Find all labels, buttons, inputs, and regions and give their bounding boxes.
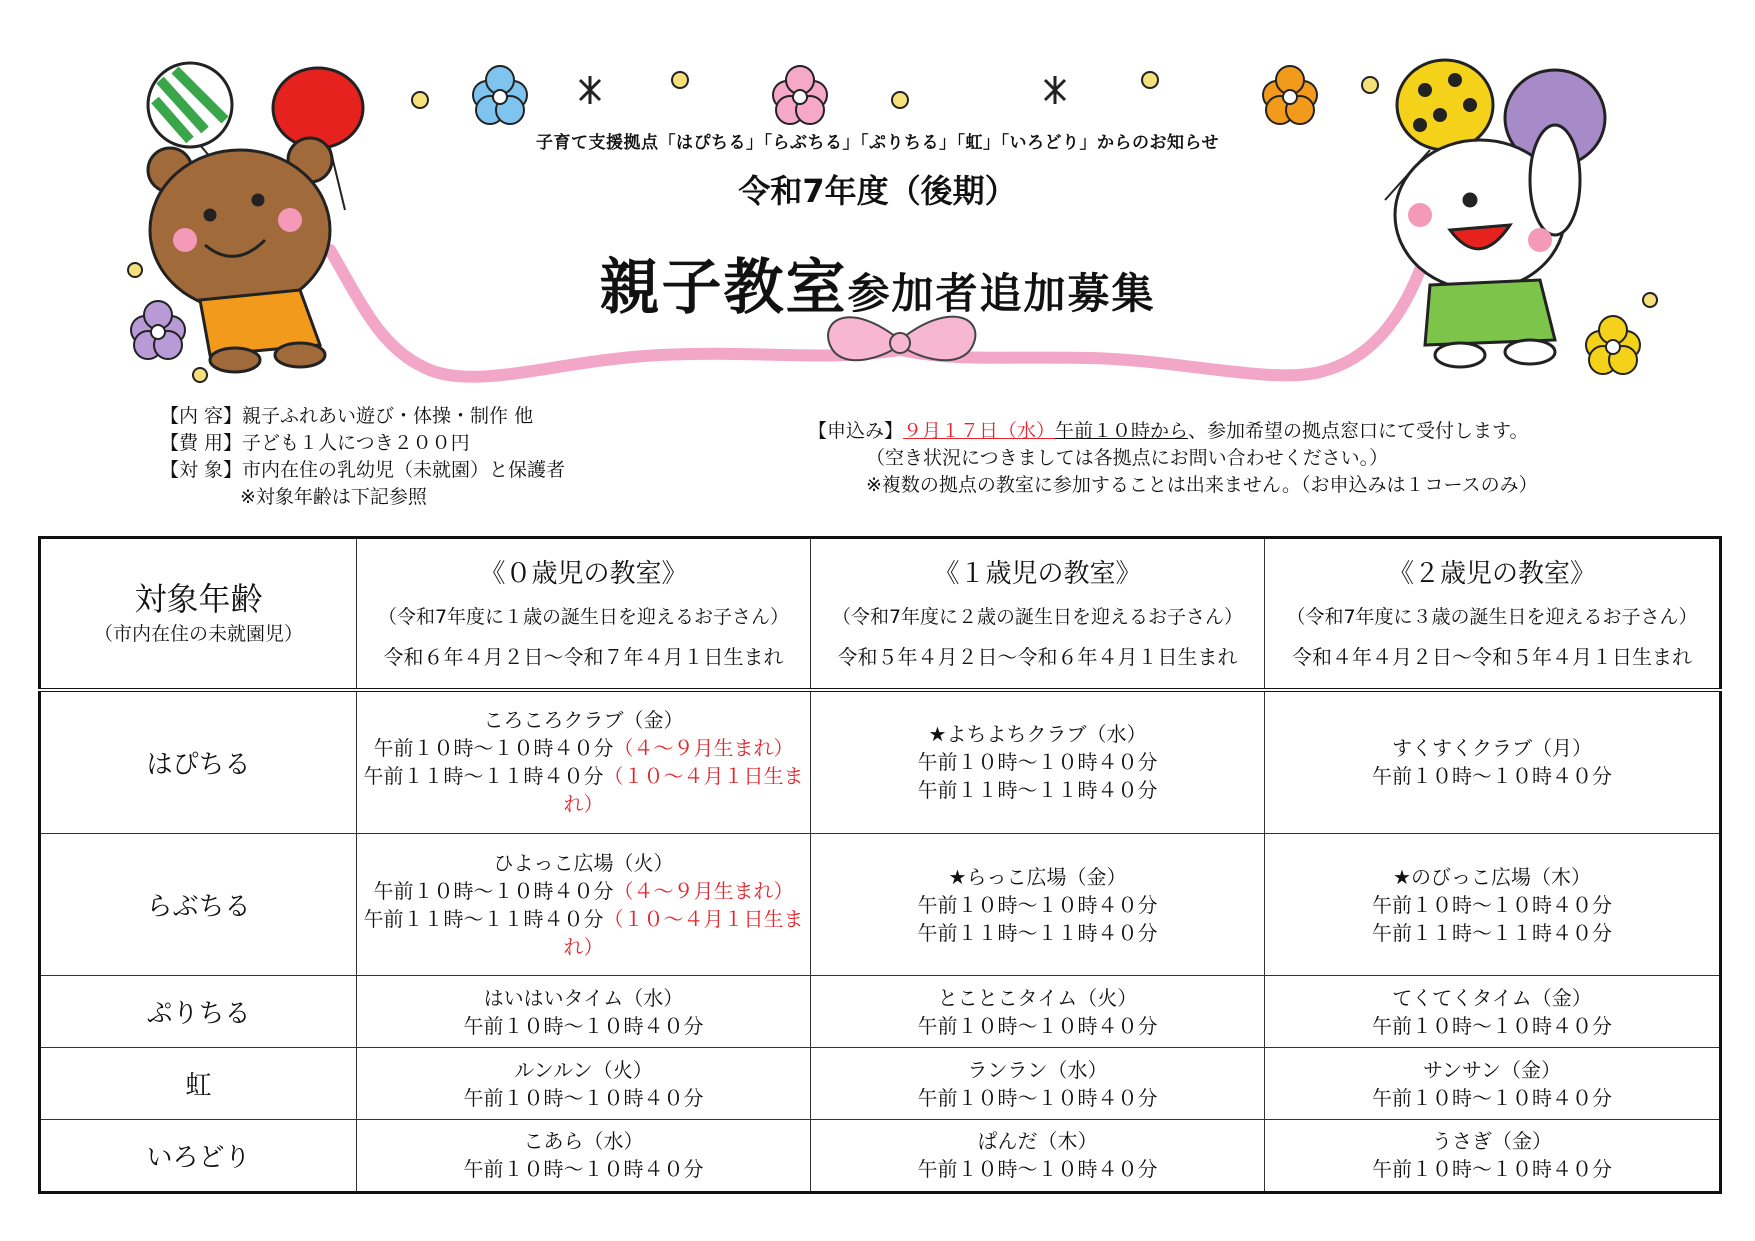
- session-time: [1265, 1155, 1719, 1183]
- class-title: [811, 863, 1264, 891]
- class-title-text: ころころクラブ（金）: [483, 708, 684, 733]
- apply-note-1: （空き状況につきましては各拠点にお問い合わせください。）: [866, 447, 1389, 469]
- application-info: [808, 418, 1538, 499]
- session-time-text: 午前１１時～１１時４０分: [363, 906, 604, 931]
- class-title: [811, 984, 1264, 1012]
- site-name: ぷりちる: [40, 976, 357, 1048]
- class-name: 《２歳児の教室》: [1387, 559, 1596, 590]
- class-title: [1265, 984, 1719, 1012]
- schedule-cell: [357, 690, 811, 834]
- class-title: [1265, 734, 1719, 762]
- table-row: [40, 690, 1721, 834]
- table-row: [40, 834, 1721, 976]
- session-time-text: 午前１０時～１０時４０分: [917, 1157, 1158, 1182]
- class-title: [357, 984, 810, 1012]
- session-time-text: 午前１０時～１０時４０分: [917, 1013, 1158, 1038]
- schedule-cell: [811, 976, 1265, 1048]
- class-note: （令和7年度に１歳の誕生日を迎えるお子さん）: [377, 606, 790, 629]
- class-title-text: てくてくタイム（金）: [1392, 985, 1592, 1010]
- session-time-text: 午前１０時～１０時４０分: [1372, 1085, 1612, 1110]
- schedule-cell: [357, 834, 811, 976]
- info-details: [160, 403, 565, 511]
- class-title-text: うさぎ（金）: [1432, 1129, 1552, 1154]
- age-subtitle: （市内在住の未就園児）: [93, 623, 303, 646]
- site-name: はぴちる: [40, 690, 357, 834]
- session-time-text: 午前１０時～１０時４０分: [1372, 764, 1612, 789]
- session-time-text: 午前１０時～１０時４０分: [373, 736, 614, 761]
- session-time: [1265, 1084, 1719, 1112]
- column-header-age1: [811, 538, 1265, 690]
- class-birth-range: 令和５年４月２日～令和６年４月１日生まれ: [837, 645, 1238, 670]
- schedule-cell: [811, 1048, 1265, 1120]
- session-time-text: 午前１１時～１１時４０分: [917, 778, 1158, 803]
- column-header-age0: [357, 538, 811, 690]
- class-schedule-table: [38, 536, 1722, 1194]
- session-time: [357, 1155, 810, 1183]
- class-title-text: はいはいタイム（水）: [483, 985, 684, 1010]
- session-time-text: 午前１０時～１０時４０分: [463, 1157, 704, 1182]
- class-title-text: ひよっこ広場（火）: [493, 850, 674, 875]
- session-time-text: 午前１０時～１０時４０分: [1372, 1013, 1612, 1038]
- class-title-text: サンサン（金）: [1423, 1057, 1561, 1082]
- session-time-text: 午前１０時～１０時４０分: [1372, 892, 1612, 917]
- class-title-text: とことこタイム（火）: [937, 985, 1138, 1010]
- class-birth-range: 令和４年４月２日～令和５年４月１日生まれ: [1292, 645, 1692, 670]
- birth-month-tag: （４～９月生まれ）: [613, 878, 794, 903]
- class-title: [1265, 1056, 1719, 1084]
- schedule-cell: [811, 834, 1265, 976]
- class-title: [811, 1127, 1264, 1155]
- schedule-cell: [1265, 976, 1721, 1048]
- application-line: [808, 418, 1538, 445]
- age-header-cell: [40, 538, 357, 690]
- flower-blue: [473, 66, 527, 124]
- site-name: 虹: [40, 1048, 357, 1120]
- schedule-cell: [811, 1119, 1265, 1192]
- session-time: [357, 877, 810, 905]
- fiscal-year-heading: 令和7年度（後期）: [738, 172, 1017, 210]
- schedule-cell: [1265, 1048, 1721, 1120]
- session-time: [357, 734, 810, 762]
- session-time: [811, 776, 1264, 804]
- session-time: [1265, 1012, 1719, 1040]
- class-title: [811, 1056, 1264, 1084]
- session-time: [811, 748, 1264, 776]
- schedule-body: [40, 690, 1721, 1193]
- table-header-row: [40, 538, 1721, 690]
- class-title: [1265, 863, 1719, 891]
- flower-orange: [1263, 66, 1317, 124]
- session-time-text: 午前１０時～１０時４０分: [917, 892, 1158, 917]
- class-note: （令和7年度に３歳の誕生日を迎えるお子さん）: [1286, 606, 1698, 629]
- class-title: [357, 1056, 810, 1084]
- birth-month-tag: （１０～４月１日生まれ）: [563, 906, 804, 959]
- apply-label: 【申込み】: [808, 420, 904, 442]
- class-note: （令和7年度に２歳の誕生日を迎えるお子さん）: [831, 606, 1244, 629]
- session-time: [811, 1155, 1264, 1183]
- apply-rest: 、参加希望の拠点窓口にて受付します。: [1188, 420, 1529, 442]
- site-name: いろどり: [40, 1119, 357, 1192]
- session-time-text: 午前１１時～１１時４０分: [1372, 920, 1612, 945]
- class-title-text: ルンルン（火）: [514, 1057, 653, 1082]
- table-row: [40, 1119, 1721, 1192]
- class-title-text: ★らっこ広場（金）: [948, 864, 1127, 889]
- session-time: [357, 762, 810, 818]
- session-time-text: 午前１０時～１０時４０分: [917, 750, 1158, 775]
- info-target: 【対 象】市内在住の乳幼児（未就園）と保護者: [160, 459, 566, 481]
- site-name: らぶちる: [40, 834, 357, 976]
- main-title: [0, 240, 1755, 326]
- schedule-cell: [1265, 690, 1721, 834]
- session-time-text: 午前１１時～１１時４０分: [917, 920, 1158, 945]
- schedule-cell: [357, 1048, 811, 1120]
- session-time: [357, 905, 810, 961]
- title-main: 親子教室: [599, 253, 848, 323]
- birth-month-tag: （１０～４月１日生まれ）: [563, 764, 804, 817]
- class-title-text: すくすくクラブ（月）: [1392, 736, 1592, 761]
- title-rest: 参加者追加募集: [847, 269, 1156, 318]
- info-content: 【内 容】親子ふれあい遊び・体操・制作 他: [160, 405, 534, 427]
- class-title: [811, 720, 1264, 748]
- apply-note-2: ※複数の拠点の教室に参加することは出来ません。（お申込みは１コースのみ）: [866, 474, 1538, 496]
- class-title: [357, 849, 810, 877]
- notice-subtitle: 子育て支援拠点「はぴちる」「らぶちる」「ぷりちる」「虹」「いろどり」からのお知らせ: [536, 133, 1219, 153]
- class-title-text: ぱんだ（木）: [977, 1129, 1098, 1154]
- class-title-text: こあら（水）: [523, 1129, 644, 1154]
- session-time: [357, 1084, 810, 1112]
- session-time-text: 午前１１時～１１時４０分: [363, 764, 604, 789]
- birth-month-tag: （４～９月生まれ）: [613, 736, 794, 761]
- table-row: [40, 1048, 1721, 1120]
- flower-pink: [773, 66, 827, 124]
- info-target-note: ※対象年齢は下記参照: [240, 486, 427, 508]
- session-time-text: 午前１０時～１０時４０分: [373, 878, 614, 903]
- class-title-text: ★のびっこ広場（木）: [1393, 864, 1591, 889]
- schedule-cell: [811, 690, 1265, 834]
- session-time: [357, 1012, 810, 1040]
- schedule-cell: [357, 976, 811, 1048]
- session-time: [811, 1084, 1264, 1112]
- apply-date: ９月１７日（水）: [903, 420, 1056, 442]
- class-title: [357, 706, 810, 734]
- session-time: [811, 1012, 1264, 1040]
- session-time: [1265, 891, 1719, 919]
- class-title: [1265, 1127, 1719, 1155]
- class-title: [357, 1127, 810, 1155]
- session-time: [811, 919, 1264, 947]
- session-time-text: 午前１０時～１０時４０分: [463, 1085, 704, 1110]
- class-name: 《０歳児の教室》: [479, 559, 688, 590]
- age-title: 対象年齢: [134, 580, 263, 619]
- info-fee: 【費 用】子ども１人につき２００円: [160, 432, 470, 454]
- session-time: [811, 891, 1264, 919]
- class-title-text: ★よちよちクラブ（水）: [928, 722, 1147, 747]
- apply-time: 午前１０時から: [1055, 420, 1189, 442]
- schedule-cell: [1265, 1119, 1721, 1192]
- class-birth-range: 令和６年４月２日～令和７年４月１日生まれ: [383, 645, 784, 670]
- session-time-text: 午前１０時～１０時４０分: [1372, 1157, 1612, 1182]
- schedule-cell: [1265, 834, 1721, 976]
- session-time-text: 午前１０時～１０時４０分: [917, 1085, 1158, 1110]
- session-time-text: 午前１０時～１０時４０分: [463, 1013, 704, 1038]
- class-title-text: ランラン（水）: [967, 1057, 1108, 1082]
- table-row: [40, 976, 1721, 1048]
- class-name: 《１歳児の教室》: [933, 559, 1142, 590]
- column-header-age2: [1265, 538, 1721, 690]
- session-time: [1265, 762, 1719, 790]
- schedule-cell: [357, 1119, 811, 1192]
- session-time: [1265, 919, 1719, 947]
